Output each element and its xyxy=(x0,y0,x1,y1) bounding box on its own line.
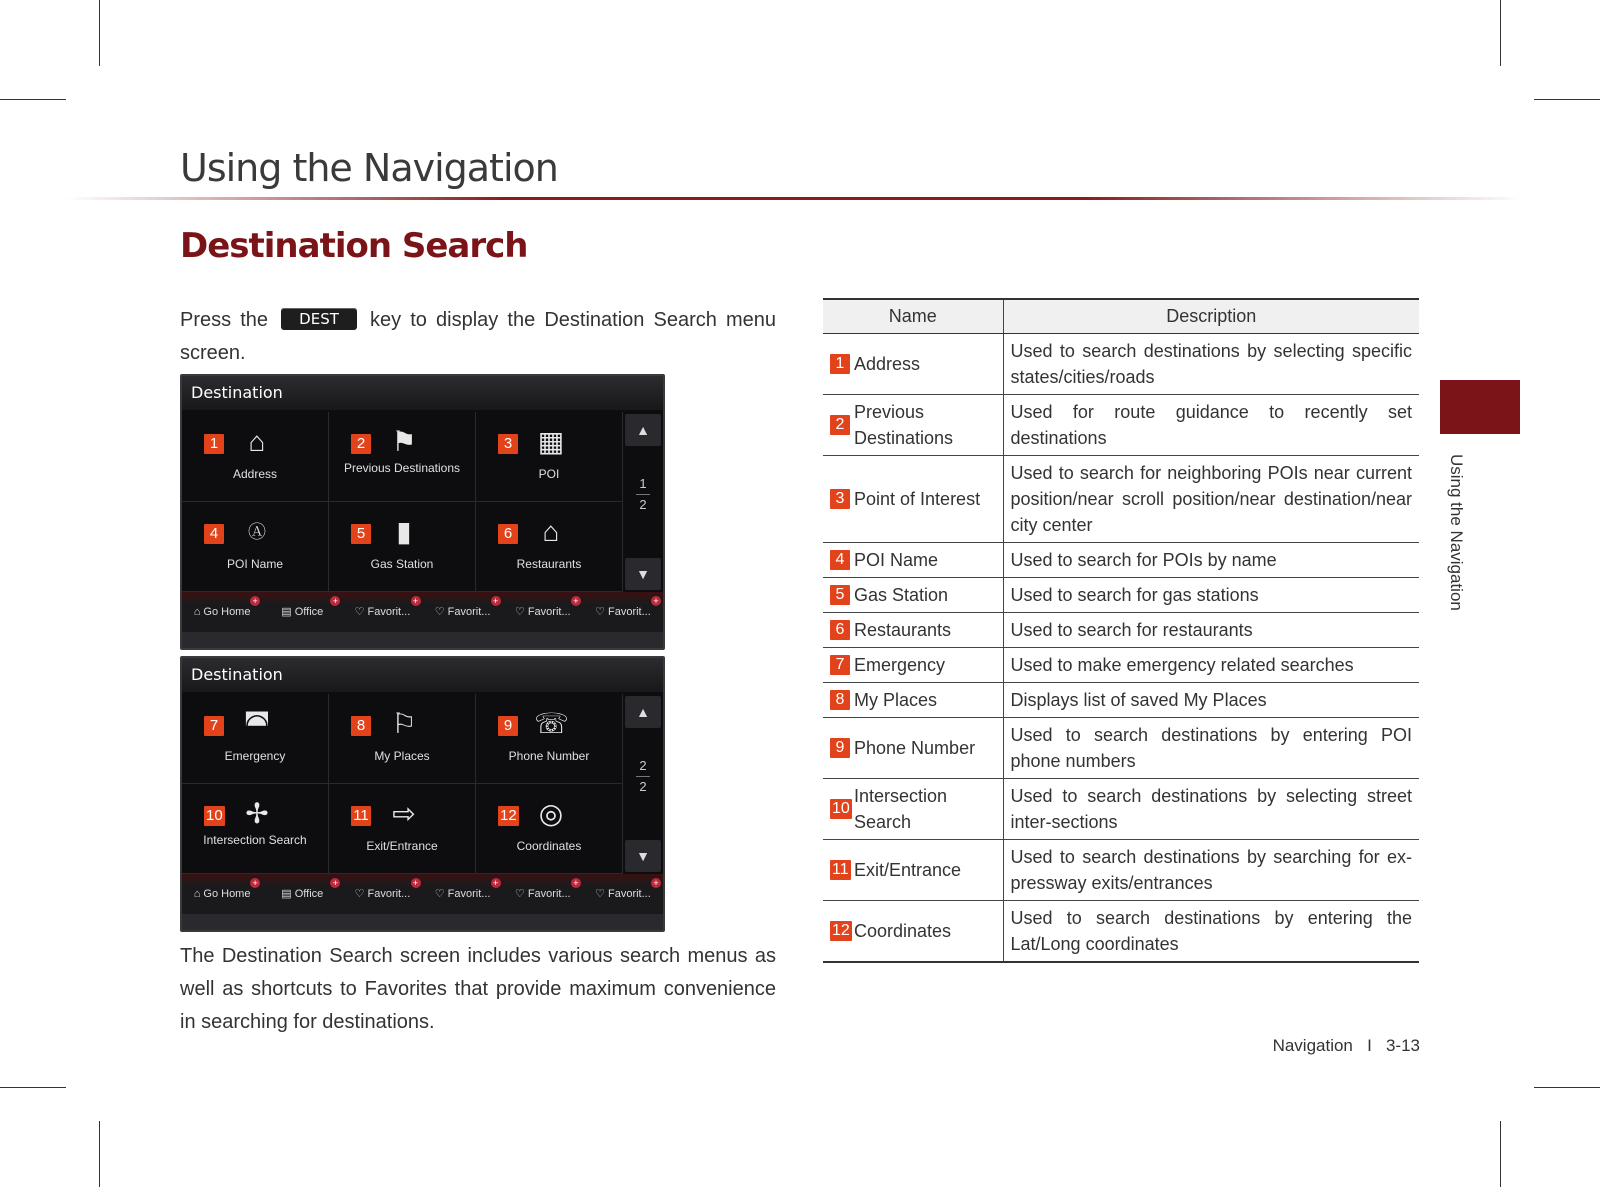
item-number-badge: 6 xyxy=(830,620,850,640)
table-row xyxy=(823,394,1419,455)
crop-mark xyxy=(1500,0,1501,66)
destination-screen-page-2 xyxy=(180,656,665,932)
menu-item-label: Gas Station xyxy=(370,557,434,571)
row-name: Emergency xyxy=(854,654,946,675)
description-cell: Used to search destinations by searching for ex-pressway exits/entrances xyxy=(1003,839,1419,900)
name-cell xyxy=(823,647,1003,682)
description-cell: Used to search for POIs by name xyxy=(1003,542,1419,577)
menu-item-my-places[interactable] xyxy=(329,694,476,784)
menu-item-label: Phone Number xyxy=(508,749,590,763)
plus-icon: + xyxy=(411,596,421,606)
plus-icon: + xyxy=(411,878,421,888)
name-cell xyxy=(823,839,1003,900)
item-number-badge: 3 xyxy=(498,434,518,454)
shortcut-label: Office xyxy=(294,606,324,618)
crop-mark xyxy=(0,1087,66,1088)
menu-item-label: Previous Destinations xyxy=(343,461,461,475)
menu-item-label: Restaurants xyxy=(516,557,582,571)
checkered-flag-icon: ⚑ xyxy=(391,426,417,457)
shortcut-favorite-3[interactable] xyxy=(503,592,583,632)
side-chapter-label: Using the Navigation xyxy=(1447,454,1466,611)
description-cell: Used to search destinations by selecting street inter-sections xyxy=(1003,778,1419,839)
plus-icon: + xyxy=(330,878,340,888)
table-header-row xyxy=(823,299,1419,333)
crop-mark xyxy=(1534,99,1600,100)
phone-search-icon: ☏ xyxy=(534,708,570,739)
plus-icon: + xyxy=(330,596,340,606)
home-icon: ⌂ xyxy=(193,888,204,900)
footer-section: Navigation xyxy=(1272,1036,1353,1055)
office-icon: ▤ xyxy=(281,888,295,900)
table-row xyxy=(823,682,1419,717)
menu-item-address[interactable] xyxy=(182,412,329,502)
menu-grid xyxy=(182,694,622,874)
shortcut-favorite-1[interactable] xyxy=(342,874,422,914)
menu-item-label: Exit/Entrance xyxy=(366,839,438,853)
scroll-column xyxy=(623,694,663,874)
table-row xyxy=(823,778,1419,839)
item-number-badge: 9 xyxy=(830,738,850,758)
name-cell xyxy=(823,900,1003,962)
item-number-badge: 10 xyxy=(206,807,223,824)
shortcut-favorite-2[interactable] xyxy=(423,874,503,914)
intro-before-key: Press the xyxy=(180,309,269,331)
building-search-icon: ▦ xyxy=(537,426,565,457)
item-number-badge: 1 xyxy=(830,354,850,374)
shortcut-office[interactable] xyxy=(262,874,342,914)
house-search-icon: ⌂ xyxy=(248,426,266,457)
item-number-badge: 10 xyxy=(832,799,850,817)
table-row xyxy=(823,717,1419,778)
heart-icon: ♡ xyxy=(595,888,608,900)
table-body xyxy=(823,333,1419,962)
triangle-up-icon: ▲ xyxy=(636,422,650,438)
name-cell xyxy=(823,717,1003,778)
menu-item-label: My Places xyxy=(374,749,430,763)
intersection-icon: ✢ xyxy=(245,798,269,829)
page-indicator xyxy=(623,474,663,515)
home-icon: ⌂ xyxy=(193,606,204,618)
shortcut-office[interactable] xyxy=(262,592,342,632)
menu-item-label: Address xyxy=(232,467,278,481)
page-footer xyxy=(1273,1036,1420,1056)
row-name: Point of Interest xyxy=(854,488,981,509)
heart-icon: ♡ xyxy=(434,606,448,618)
shortcut-label: Favorit... xyxy=(367,888,411,900)
heart-icon: ♡ xyxy=(354,888,368,900)
current-page: 2 xyxy=(639,758,647,773)
row-name: Address xyxy=(854,353,921,374)
description-cell: Used to make emergency related searches xyxy=(1003,647,1419,682)
table-row xyxy=(823,612,1419,647)
name-cell xyxy=(823,577,1003,612)
shortcut-favorite-4[interactable] xyxy=(583,874,663,914)
shortcut-bar xyxy=(182,874,663,914)
description-cell: Used to search destinations by entering POI phone numbers xyxy=(1003,717,1419,778)
plus-icon: + xyxy=(250,596,260,606)
row-name: Intersection Search xyxy=(854,785,948,832)
table-row xyxy=(823,333,1419,394)
item-number-badge: 1 xyxy=(204,434,224,454)
scroll-column xyxy=(623,412,663,592)
screen-bezel xyxy=(182,914,663,932)
outro-paragraph: The Destination Search screen includes various search menus as well as shortcuts to Favorites that provide maximum convenience in searching for destinations. xyxy=(180,945,776,1033)
shortcut-go-home[interactable] xyxy=(182,592,262,632)
table-row xyxy=(823,577,1419,612)
siren-icon: ◚ xyxy=(243,708,271,739)
flag-search-icon: ⚐ xyxy=(391,708,417,739)
item-number-badge: 11 xyxy=(832,860,849,878)
shortcut-label: Favorit... xyxy=(447,888,491,900)
row-name: Restaurants xyxy=(854,619,952,640)
exit-door-icon: ⇨ xyxy=(392,798,416,829)
plus-icon: + xyxy=(491,596,501,606)
crop-mark xyxy=(1500,1121,1501,1187)
shortcut-label: Go Home xyxy=(203,888,251,900)
shortcut-label: Favorit... xyxy=(527,888,571,900)
heart-icon: ♡ xyxy=(354,606,368,618)
section-title: Destination Search xyxy=(180,226,528,266)
item-number-badge: 12 xyxy=(500,807,517,824)
destination-screen-page-1 xyxy=(180,374,665,650)
item-number-badge: 7 xyxy=(204,716,224,736)
plus-icon: + xyxy=(571,596,581,606)
shortcut-favorite-4[interactable] xyxy=(583,592,663,632)
item-number-badge: 8 xyxy=(830,690,850,710)
menu-item-label: POI xyxy=(538,467,560,481)
name-cell xyxy=(823,778,1003,839)
menu-item-label: Emergency xyxy=(224,749,286,763)
item-number-badge: 8 xyxy=(351,716,371,736)
dest-key: DEST xyxy=(281,308,357,330)
item-number-badge: 5 xyxy=(351,524,371,544)
item-number-badge: 7 xyxy=(830,655,850,675)
shortcut-label: Favorit... xyxy=(447,606,491,618)
item-number-badge: 4 xyxy=(830,550,850,570)
office-icon: ▤ xyxy=(281,606,295,618)
name-cell xyxy=(823,455,1003,542)
compass-search-icon: ◎ xyxy=(538,798,564,829)
item-number-badge: 11 xyxy=(351,806,371,826)
column-header-description: Description xyxy=(1003,299,1419,333)
name-cell xyxy=(823,394,1003,455)
name-cell xyxy=(823,333,1003,394)
name-cell xyxy=(823,542,1003,577)
screen-header: Destination xyxy=(182,376,663,410)
screen-bezel xyxy=(182,632,663,650)
description-cell: Used to search destinations by selecting specific states/cities/roads xyxy=(1003,333,1419,394)
table-row xyxy=(823,900,1419,962)
item-number-badge: 5 xyxy=(830,585,850,605)
menu-item-poi[interactable] xyxy=(476,412,623,502)
row-name: Coordinates xyxy=(854,920,952,941)
description-cell: Used to search for neighboring POIs near current position/near scroll position/near destination/near city center xyxy=(1003,455,1419,542)
intro-after-key: key to display the Destination Search menu screen. xyxy=(180,309,777,364)
menu-item-intersection-search[interactable] xyxy=(182,784,329,874)
triangle-up-icon: ▲ xyxy=(636,704,650,720)
total-pages: 2 xyxy=(639,779,647,794)
shortcut-favorite-1[interactable] xyxy=(342,592,422,632)
shortcut-label: Favorit... xyxy=(608,606,651,618)
menu-item-previous-destinations[interactable] xyxy=(329,412,476,502)
item-number-badge: 6 xyxy=(498,524,518,544)
menu-item-gas-station[interactable] xyxy=(329,502,476,592)
scroll-down-button[interactable] xyxy=(625,840,661,872)
shortcut-label: Favorit... xyxy=(608,888,651,900)
table-row xyxy=(823,839,1419,900)
shortcut-label: Go Home xyxy=(203,606,251,618)
shortcut-label: Favorit... xyxy=(527,606,571,618)
shortcut-label: Office xyxy=(294,888,324,900)
description-cell: Used to search for restaurants xyxy=(1003,612,1419,647)
screen-header: Destination xyxy=(182,658,663,692)
item-number-badge: 3 xyxy=(830,489,850,509)
item-number-badge: 12 xyxy=(832,921,850,939)
ab-search-icon: Ⓐ xyxy=(248,522,266,542)
footer-separator: I xyxy=(1367,1036,1372,1055)
page-indicator xyxy=(623,756,663,797)
description-cell: Displays list of saved My Places xyxy=(1003,682,1419,717)
description-cell: Used for route guidance to recently set destinations xyxy=(1003,394,1419,455)
menu-item-coordinates[interactable] xyxy=(476,784,623,874)
heart-icon: ♡ xyxy=(514,606,528,618)
description-table xyxy=(823,298,1419,963)
crop-mark xyxy=(0,99,66,100)
title-rule xyxy=(66,197,1522,200)
row-name: My Places xyxy=(854,689,938,710)
table-row xyxy=(823,455,1419,542)
restaurant-icon: ⌂ xyxy=(542,516,560,547)
menu-item-restaurants[interactable] xyxy=(476,502,623,592)
shortcut-favorite-3[interactable] xyxy=(503,874,583,914)
name-cell xyxy=(823,682,1003,717)
menu-item-emergency[interactable] xyxy=(182,694,329,784)
fuel-pump-icon: ▮ xyxy=(396,516,412,547)
scroll-down-button[interactable] xyxy=(625,558,661,590)
menu-item-label: Intersection Search xyxy=(203,833,307,847)
name-cell xyxy=(823,612,1003,647)
table-row xyxy=(823,542,1419,577)
description-cell: Used to search for gas stations xyxy=(1003,577,1419,612)
shortcut-go-home[interactable] xyxy=(182,874,262,914)
column-header-name: Name xyxy=(823,299,1003,333)
description-cell: Used to search destinations by entering the Lat/Long coordinates xyxy=(1003,900,1419,962)
shortcut-favorite-2[interactable] xyxy=(423,592,503,632)
menu-item-poi-name[interactable] xyxy=(182,502,329,592)
intro-paragraph xyxy=(180,304,776,370)
row-name: Gas Station xyxy=(854,584,949,605)
shortcut-bar xyxy=(182,592,663,632)
item-number-badge: 9 xyxy=(498,716,518,736)
row-name: Phone Number xyxy=(854,737,976,758)
menu-item-phone-number[interactable] xyxy=(476,694,623,784)
item-number-badge: 2 xyxy=(830,415,850,435)
triangle-down-icon: ▼ xyxy=(636,848,650,864)
total-pages: 2 xyxy=(639,497,647,512)
page-number: 3-13 xyxy=(1385,1036,1420,1055)
plus-icon: + xyxy=(651,596,661,606)
menu-item-exit-entrance[interactable] xyxy=(329,784,476,874)
item-number-badge: 4 xyxy=(204,524,224,544)
row-name: Exit/Entrance xyxy=(854,859,962,880)
row-name: POI Name xyxy=(854,549,939,570)
chapter-title: Using the Navigation xyxy=(180,146,558,190)
chapter-side-tab xyxy=(1440,380,1520,434)
crop-mark xyxy=(1534,1087,1600,1088)
plus-icon: + xyxy=(250,878,260,888)
plus-icon: + xyxy=(651,878,661,888)
crop-mark xyxy=(99,1121,100,1187)
heart-icon: ♡ xyxy=(595,606,608,618)
menu-item-label: Coordinates xyxy=(516,839,582,853)
menu-item-label: POI Name xyxy=(226,557,283,571)
table-row xyxy=(823,647,1419,682)
plus-icon: + xyxy=(571,878,581,888)
scroll-up-button[interactable] xyxy=(625,414,661,446)
triangle-down-icon: ▼ xyxy=(636,566,650,582)
current-page: 1 xyxy=(639,476,647,491)
row-name: Previous Destinations xyxy=(854,401,954,448)
scroll-up-button[interactable] xyxy=(625,696,661,728)
plus-icon: + xyxy=(491,878,501,888)
menu-grid xyxy=(182,412,622,592)
heart-icon: ♡ xyxy=(434,888,448,900)
item-number-badge: 2 xyxy=(351,434,371,454)
crop-mark xyxy=(99,0,100,66)
shortcut-label: Favorit... xyxy=(367,606,411,618)
heart-icon: ♡ xyxy=(514,888,528,900)
